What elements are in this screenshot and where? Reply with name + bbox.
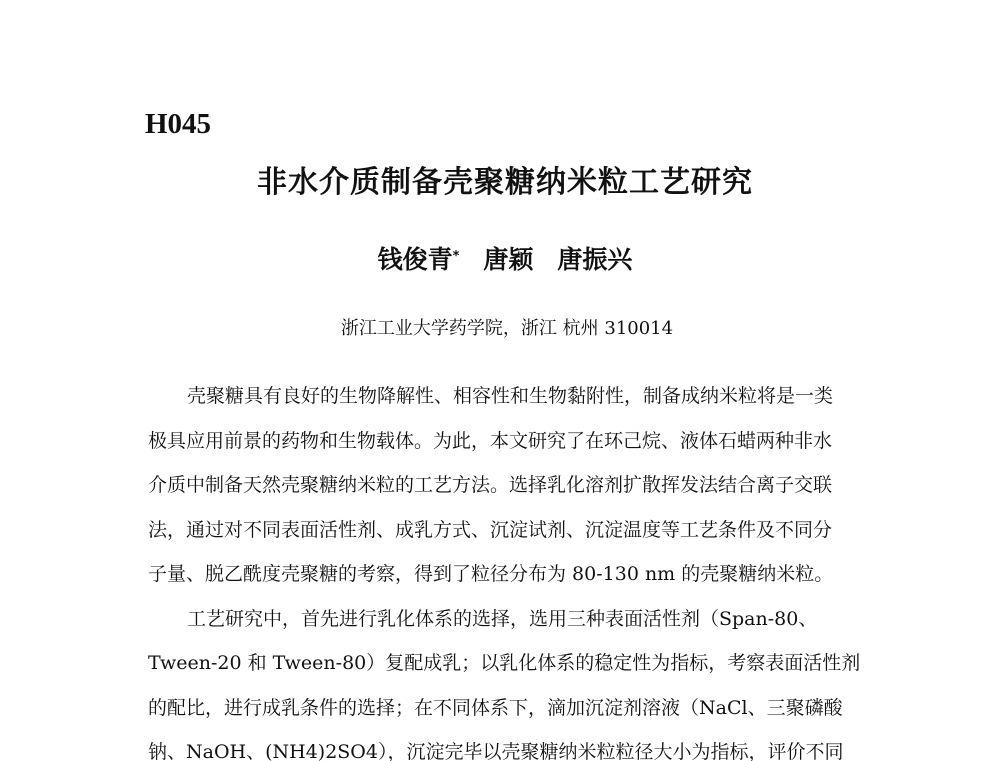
paragraph-line: 极具应用前景的药物和生物载体。为此，本文研究了在环己烷、液体石蜡两种非水 (148, 429, 833, 452)
corresponding-author-mark: * (452, 249, 460, 264)
author-list-inner (378, 245, 633, 274)
paper-code: H045 (145, 108, 212, 140)
author (557, 243, 632, 277)
affiliation-text: 浙江工业大学药学院，浙江 杭州 310014 (340, 318, 674, 339)
author-name: 唐振兴 (557, 245, 633, 274)
author-name: 钱俊青 (377, 245, 453, 274)
paragraph-line: 的配比，进行成乳条件的选择；在不同体系下，滴加沉淀剂溶液（NaCl、三聚磷酸 (148, 696, 843, 719)
paragraph-line: 工艺研究中，首先进行乳化体系的选择，选用三种表面活性剂（Span-80、 (187, 607, 818, 630)
paper-title-text: 非水介质制备壳聚糖纳米粒工艺研究 (257, 165, 753, 200)
author (483, 243, 533, 277)
paragraph-line: 法，通过对不同表面活性剂、成乳方式、沉淀试剂、沉淀温度等工艺条件及不同分 (148, 518, 833, 541)
paragraph-line: 子量、脱乙酰度壳聚糖的考察，得到了粒径分布为 80-130 nm 的壳聚糖纳米粒。 (148, 563, 834, 585)
paper-title (0, 163, 1000, 203)
affiliation (0, 316, 1000, 342)
abstract-body (148, 374, 874, 761)
paragraph-line: 钠、NaOH、(NH4)2SO4），沉淀完毕以壳聚糖纳米粒粒径大小为指标，评价不同 (148, 741, 844, 761)
paragraph-line: 介质中制备天然壳聚糖纳米粒的工艺方法。选择乳化溶剂扩散挥发法结合离子交联 (148, 474, 833, 496)
author-list (0, 243, 1000, 277)
paragraph-line: 壳聚糖具有良好的生物降解性、相容性和生物黏附性，制备成纳米粒将是一类 (187, 385, 834, 407)
author (378, 243, 460, 277)
author-name: 唐颖 (483, 245, 534, 274)
paragraph-line: Tween-20 和 Tween-80）复配成乳；以乳化体系的稳定性为指标，考察表面活性剂 (148, 652, 861, 674)
